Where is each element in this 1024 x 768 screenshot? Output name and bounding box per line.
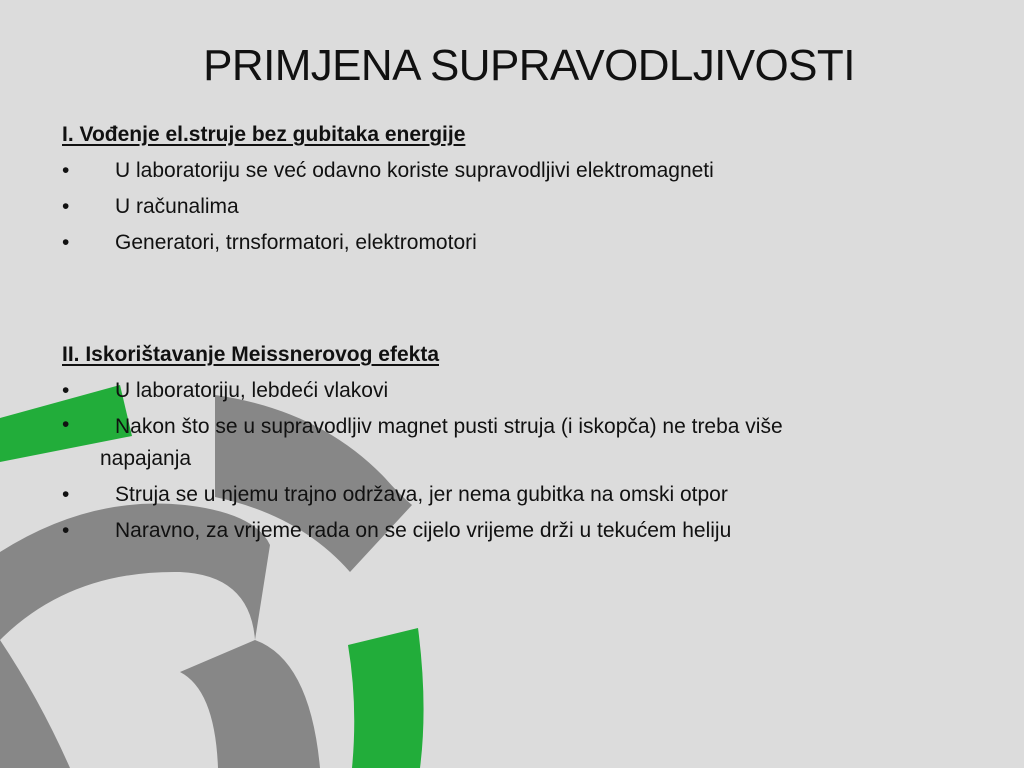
bullet-item (62, 477, 962, 513)
section-heading-1: I. Vođenje el.struje bez gubitaka energije (62, 123, 466, 146)
slide-title: PRIMJENA SUPRAVODLJIVOSTI (203, 41, 855, 90)
bullet-item (62, 153, 962, 189)
bullet-marker: • (62, 231, 70, 254)
bullet-text: U laboratoriju se već odavno koriste supravodljivi elektromagneti (115, 159, 714, 182)
bullet-text: U računalima (115, 195, 239, 218)
bullet-marker: • (62, 379, 70, 402)
bullet-marker: • (62, 413, 70, 436)
section-spacer (62, 261, 962, 337)
bullet-marker: • (62, 159, 70, 182)
slide-content (62, 117, 962, 549)
bullet-marker: • (62, 195, 70, 218)
bullet-item (62, 189, 962, 225)
gray-ring-left (0, 640, 70, 768)
bullet-text: Struja se u njemu trajno održava, jer nema gubitka na omski otpor (115, 483, 728, 506)
bullet-text: Nakon što se u supravodljiv magnet pusti struja (i iskopča) ne treba više (115, 415, 783, 438)
bullet-marker: • (62, 519, 70, 542)
bullet-item (62, 225, 962, 261)
bullet-item (62, 373, 962, 409)
section-heading-2: II. Iskorištavanje Meissnerovog efekta (62, 343, 439, 366)
bullet-item (62, 409, 962, 477)
bullet-text-continuation: napajanja (100, 447, 192, 470)
bullet-text: U laboratoriju, lebdeći vlakovi (115, 379, 389, 402)
gray-ring-inner-bottom (180, 640, 320, 768)
bullet-item (62, 513, 962, 549)
bullet-text: Generatori, trnsformatori, elektromotori (115, 231, 477, 254)
green-arc-bottom (348, 628, 424, 768)
bullet-text: Naravno, za vrijeme rada on se cijelo vrijeme drži u tekućem heliju (115, 519, 732, 542)
bullet-marker: • (62, 483, 70, 506)
